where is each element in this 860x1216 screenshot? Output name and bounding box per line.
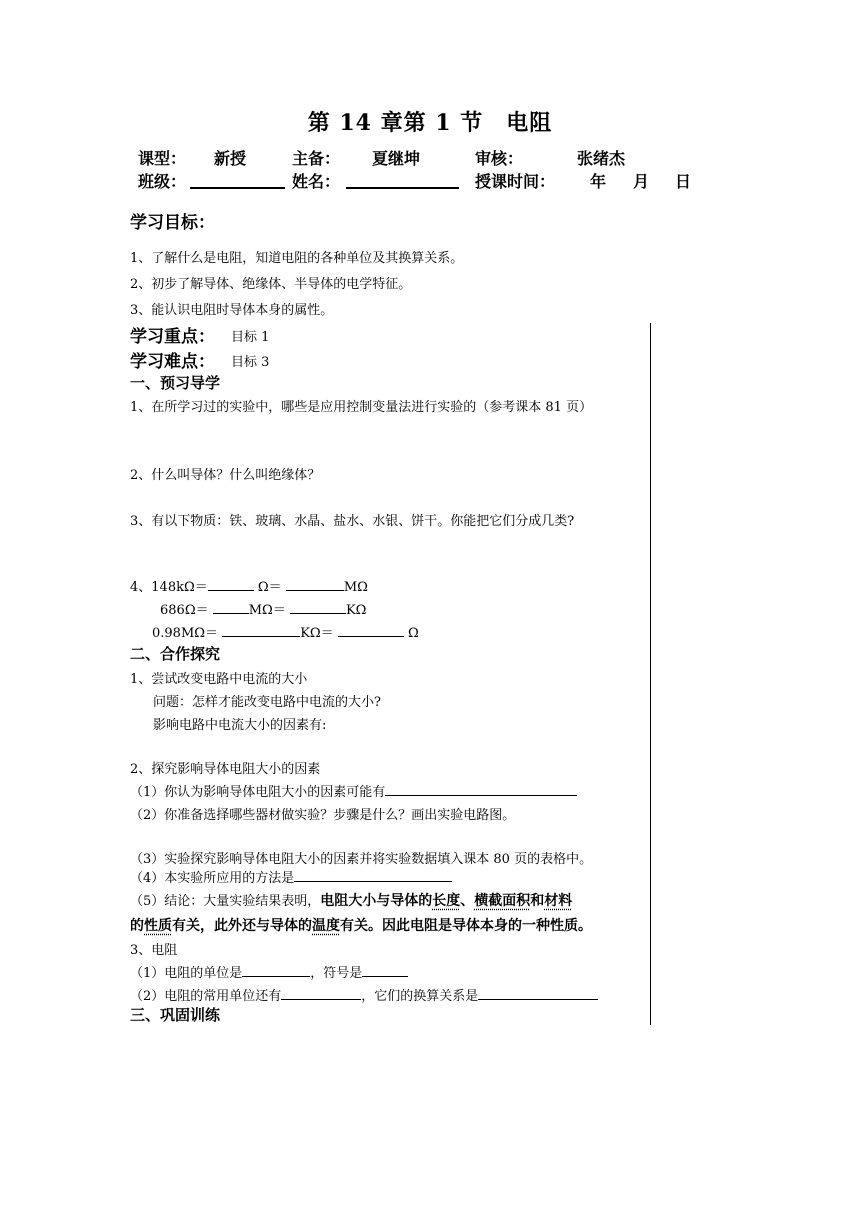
inquiry-sub-2: （2）你准备选择哪些器材做实验？步骤是什么？画出实验电路图。	[130, 808, 516, 823]
name-label: 姓名：	[292, 172, 341, 191]
focus-label: 学习重点：	[130, 327, 215, 347]
section3-heading: 三、巩固训练	[130, 1006, 221, 1024]
author-value: 夏继坤	[372, 149, 421, 168]
inquiry-question: 问题：怎样才能改变电路中电流的大小?	[153, 695, 381, 710]
name-blank[interactable]	[346, 172, 459, 189]
preview-question-3: 3、有以下物质：铁、玻璃、水晶、盐水、水银、饼干。你能把它们分成几类?	[130, 514, 575, 529]
conversion-blank[interactable]	[213, 601, 249, 614]
lesson-type-label: 课型：	[138, 149, 187, 168]
author-label: 主备：	[292, 149, 341, 168]
month-label: 月	[633, 172, 650, 191]
answer-blank[interactable]	[294, 869, 452, 882]
resistance-unit-line: （1）电阻的单位是 ，符号是	[130, 962, 408, 981]
objective-item: 1、了解什么是电阻，知道电阻的各种单位及其换算关系。	[130, 251, 464, 266]
answer-blank[interactable]	[362, 964, 408, 977]
conclusion-line-1: （5）结论：大量实验结果表明，电阻大小与导体的长度、横截面积和材料	[130, 893, 573, 909]
difficulty-value: 目标 3	[231, 355, 270, 370]
inquiry-item: 2、探究影响导体电阻大小的因素	[130, 762, 321, 777]
class-blank[interactable]	[190, 172, 285, 189]
resistance-common-units-line: （2）电阻的常用单位还有 ，它们的换算关系是	[130, 985, 598, 1004]
inquiry-item: 1、尝试改变电路中电流的大小	[130, 672, 308, 687]
section1-heading: 一、预习导学	[130, 374, 221, 392]
day-label: 日	[675, 172, 692, 191]
class-label: 班级：	[138, 172, 187, 191]
answer-blank[interactable]	[385, 783, 577, 796]
page-title: 第 14 章第 1 节 电阻	[307, 110, 553, 136]
conversion-blank[interactable]	[208, 578, 254, 591]
section2-heading: 二、合作探究	[130, 645, 221, 663]
preview-question-1: 1、在所学习过的实验中，哪些是应用控制变量法进行实验的（参考课本 81 页）	[130, 400, 593, 415]
year-label: 年	[590, 172, 607, 191]
conversion-blank[interactable]	[222, 624, 300, 637]
inquiry-sub-1: （1）你认为影响导体电阻大小的因素可能有	[130, 781, 577, 800]
lesson-type-value: 新授	[214, 149, 247, 168]
objective-item: 2、初步了解导体、绝缘体、半导体的电学特征。	[130, 277, 412, 292]
review-label: 审核：	[475, 149, 524, 168]
answer-blank[interactable]	[281, 987, 361, 1000]
preview-question-2: 2、什么叫导体？什么叫绝缘体？	[130, 468, 321, 483]
right-margin-rule	[650, 323, 651, 1025]
inquiry-sub-4: （4）本实验所应用的方法是	[130, 867, 452, 886]
answer-blank[interactable]	[478, 987, 598, 1000]
conversion-blank[interactable]	[338, 624, 404, 637]
conversion-blank[interactable]	[286, 578, 344, 591]
inquiry-item: 3、电阻	[130, 943, 178, 958]
answer-blank[interactable]	[242, 964, 310, 977]
review-value: 张绪杰	[577, 149, 626, 168]
conversion-blank[interactable]	[290, 601, 346, 614]
objective-item: 3、能认识电阻时导体本身的属性。	[130, 303, 334, 318]
unit-conversion-row-3: 0.98MΩ＝ KΩ＝ Ω	[152, 626, 419, 641]
inquiry-factors: 影响电路中电流大小的因素有:	[153, 718, 327, 733]
time-label: 授课时间：	[475, 172, 556, 191]
inquiry-sub-3: （3）实验探究影响导体电阻大小的因素并将实验数据填入课本 80 页的表格中。	[130, 852, 593, 867]
unit-conversion-row-2: 686Ω＝ MΩ＝ KΩ	[160, 603, 367, 618]
unit-conversion-row-1: 4、148kΩ＝ Ω＝ MΩ	[130, 580, 368, 595]
conclusion-line-2: 的性质有关，此外还与导体的温度有关。因此电阻是导体本身的一种性质。	[130, 918, 592, 934]
objectives-heading: 学习目标：	[130, 213, 215, 233]
focus-value: 目标 1	[231, 330, 270, 345]
difficulty-label: 学习难点：	[130, 352, 215, 372]
